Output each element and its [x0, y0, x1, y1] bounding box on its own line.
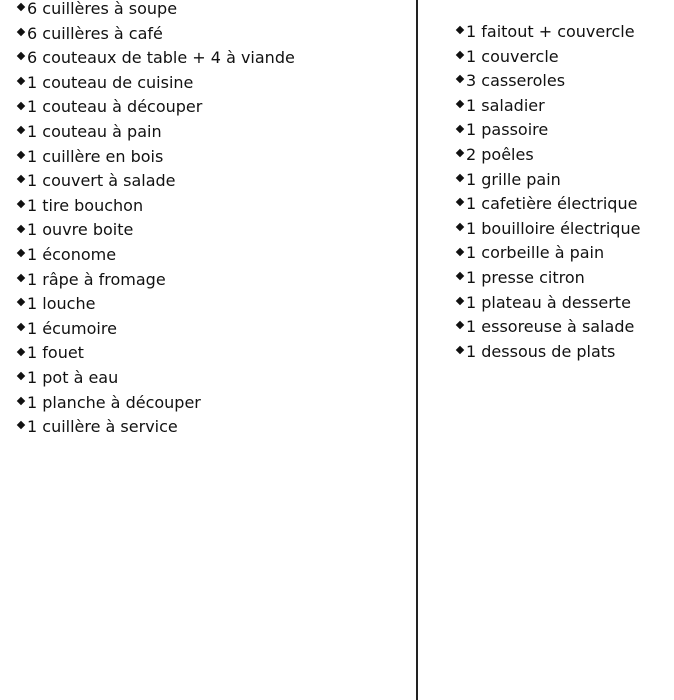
list-item-label: 1 tire bouchon	[27, 195, 144, 215]
list-item	[17, 46, 295, 71]
list-item-label: 1 planche à découper	[27, 392, 201, 412]
list-item-label: 1 pot à eau	[27, 367, 119, 387]
list-item	[17, 22, 295, 47]
list-item	[17, 415, 295, 440]
list-item	[17, 145, 295, 170]
diamond-bullet-icon	[456, 297, 464, 305]
diamond-bullet-icon	[17, 151, 25, 159]
diamond-bullet-icon	[17, 3, 25, 11]
list-item	[17, 292, 295, 317]
list-item-label: 6 cuillères à café	[27, 23, 163, 43]
diamond-bullet-icon	[456, 223, 464, 231]
list-item	[456, 217, 640, 242]
list-item	[456, 118, 640, 143]
list-item-label: 1 bouilloire électrique	[466, 218, 641, 238]
diamond-bullet-icon	[456, 51, 464, 59]
list-item-label: 1 cafetière électrique	[466, 194, 638, 214]
list-item-label: 1 couteau à découper	[27, 97, 203, 117]
diamond-bullet-icon	[456, 174, 464, 182]
list-item	[456, 45, 640, 70]
diamond-bullet-icon	[456, 272, 464, 280]
diamond-bullet-icon	[17, 224, 25, 232]
list-item-label: 1 saladier	[466, 95, 545, 115]
list-item-label: 1 essoreuse à salade	[466, 317, 635, 337]
diamond-bullet-icon	[17, 347, 25, 355]
list-item	[17, 366, 295, 391]
diamond-bullet-icon	[17, 249, 25, 257]
list-item	[17, 243, 295, 268]
list-item-label: 1 écumoire	[27, 318, 117, 338]
list-item-label: 1 faitout + couvercle	[466, 22, 635, 41]
list-item-label: 1 ouvre boite	[27, 220, 134, 240]
list-item-label: 1 presse citron	[466, 267, 585, 287]
list-item	[456, 94, 640, 119]
list-item-label: 6 cuillères à soupe	[27, 0, 178, 18]
list-item-label: 1 économe	[27, 244, 117, 264]
diamond-bullet-icon	[456, 124, 464, 132]
list-item-label: 1 louche	[27, 294, 96, 314]
list-item-label: 1 râpe à fromage	[27, 269, 166, 289]
list-item-label: 3 casseroles	[466, 71, 566, 91]
diamond-bullet-icon	[17, 372, 25, 380]
column-divider	[416, 0, 418, 700]
diamond-bullet-icon	[17, 274, 25, 282]
diamond-bullet-icon	[456, 26, 464, 34]
diamond-bullet-icon	[17, 397, 25, 405]
diamond-bullet-icon	[17, 77, 25, 85]
list-item	[17, 169, 295, 194]
list-item	[17, 268, 295, 293]
diamond-bullet-icon	[456, 346, 464, 354]
list-item	[17, 0, 295, 22]
list-item-label: 1 couteau de cuisine	[27, 72, 194, 92]
list-item-label: 1 corbeille à pain	[466, 243, 605, 263]
diamond-bullet-icon	[456, 149, 464, 157]
list-item	[17, 218, 295, 243]
list-item	[456, 291, 640, 316]
diamond-bullet-icon	[17, 200, 25, 208]
list-item	[17, 194, 295, 219]
diamond-bullet-icon	[456, 198, 464, 206]
list-item-label: 1 dessous de plats	[466, 341, 616, 361]
list-item-label: 1 plateau à desserte	[466, 292, 631, 312]
list-item	[17, 341, 295, 366]
diamond-bullet-icon	[17, 28, 25, 36]
diamond-bullet-icon	[17, 421, 25, 429]
list-item-label: 1 couvercle	[466, 46, 559, 66]
list-item	[17, 71, 295, 96]
diamond-bullet-icon	[456, 75, 464, 83]
list-item-label: 1 couteau à pain	[27, 121, 162, 141]
diamond-bullet-icon	[17, 323, 25, 331]
list-item	[17, 391, 295, 416]
list-item	[456, 168, 640, 193]
diamond-bullet-icon	[456, 247, 464, 255]
list-item	[456, 340, 640, 365]
diamond-bullet-icon	[17, 175, 25, 183]
list-item	[456, 20, 640, 45]
list-item	[456, 315, 640, 340]
list-item	[456, 143, 640, 168]
diamond-bullet-icon	[17, 101, 25, 109]
diamond-bullet-icon	[17, 298, 25, 306]
list-item-label: 6 couteaux de table + 4 à viande	[27, 48, 295, 68]
diamond-bullet-icon	[17, 52, 25, 60]
list-item	[456, 266, 640, 291]
list-item-label: 1 grille pain	[466, 169, 561, 189]
list-item	[17, 317, 295, 342]
list-item	[456, 69, 640, 94]
list-item	[17, 95, 295, 120]
list-item	[17, 120, 295, 145]
diamond-bullet-icon	[456, 321, 464, 329]
inventory-list-left	[17, 0, 295, 440]
list-item-label: 1 cuillère en bois	[27, 146, 164, 166]
list-item-label: 1 cuillère à service	[27, 417, 178, 437]
list-item-label: 1 couvert à salade	[27, 171, 176, 191]
diamond-bullet-icon	[17, 126, 25, 134]
list-item-label: 2 poêles	[466, 144, 534, 164]
list-item	[456, 241, 640, 266]
diamond-bullet-icon	[456, 100, 464, 108]
list-item-label: 1 passoire	[466, 120, 549, 140]
list-item-label: 1 fouet	[27, 343, 84, 363]
list-item	[456, 192, 640, 217]
inventory-list-right	[456, 20, 640, 364]
